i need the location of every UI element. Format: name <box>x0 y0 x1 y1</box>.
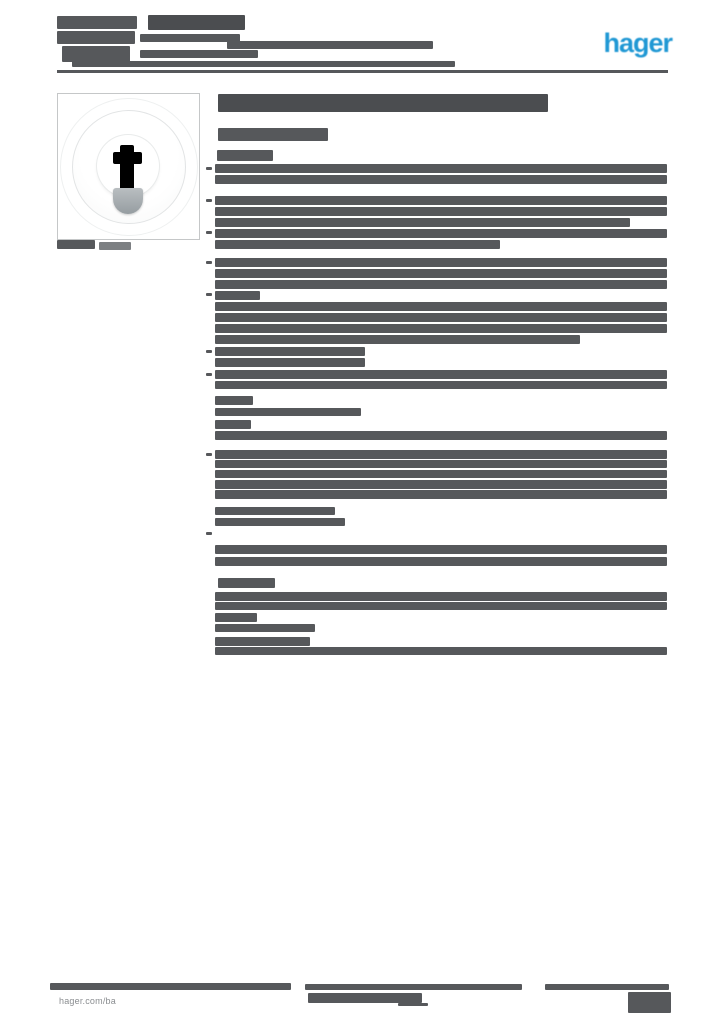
hager-logo: hager <box>603 28 672 58</box>
hager-website-link[interactable]: hager.com/ba <box>59 996 116 1006</box>
redacted-text-bar <box>398 1003 428 1006</box>
redacted-text-bar <box>308 993 422 1003</box>
redacted-text-bar <box>628 992 671 1013</box>
redacted-text-bar <box>305 984 522 990</box>
redacted-text-bar <box>50 983 291 990</box>
redacted-text-bar <box>545 984 669 990</box>
footer-link-box <box>55 991 169 1014</box>
